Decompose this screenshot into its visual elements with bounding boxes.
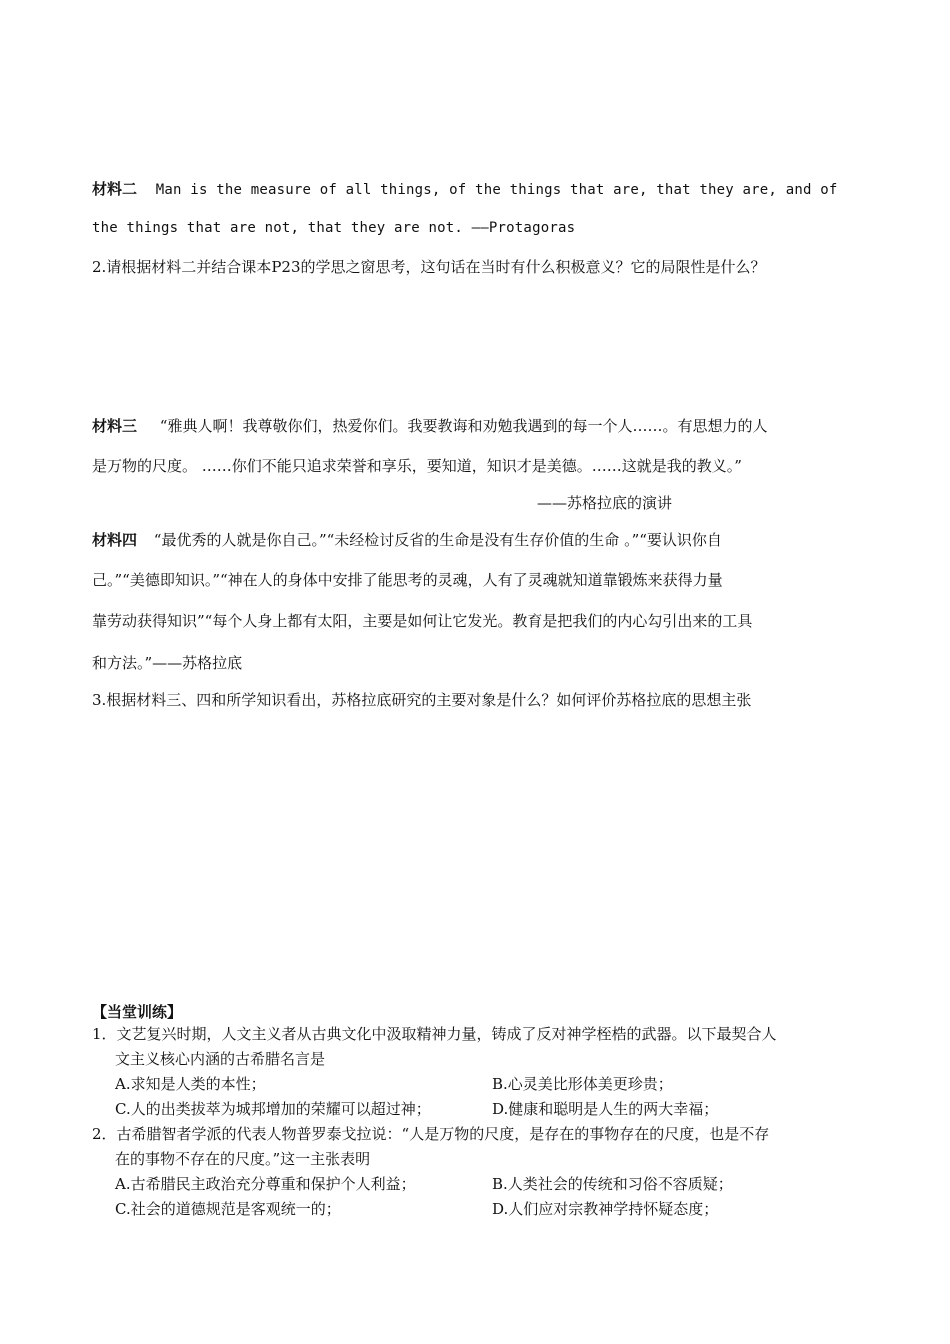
training-heading: 【当堂训练】 bbox=[92, 1003, 183, 1021]
material3-source: ——苏格拉底的演讲 bbox=[537, 494, 673, 512]
material4-line1 bbox=[92, 529, 722, 550]
training-q1-stem-line2: 文主义核心内涵的古希腊名言是 bbox=[115, 1050, 326, 1068]
training-q1-option-a: A.求知是人类的本性； bbox=[115, 1075, 266, 1093]
material4-text-line3: 靠劳动获得知识”“每个人身上都有太阳，主要是如何让它发光。教育是把我们的内心勾引出来的工具 bbox=[92, 612, 753, 630]
material4-text-line4: 和方法。”——苏格拉底 bbox=[92, 654, 243, 672]
training-q1-option-d: D.健康和聪明是人生的两大幸福； bbox=[492, 1100, 719, 1118]
material4-text-line1: “最优秀的人就是你自己。”“未经检讨反省的生命是没有生存价值的生命 。”“要认识你自 bbox=[153, 531, 722, 549]
training-q1-stem-line1: 1．文艺复兴时期，人文主义者从古典文化中汲取精神力量，铸成了反对神学桎梏的武器。以下最契合人 bbox=[92, 1025, 777, 1043]
material2-label: 材料二 bbox=[92, 180, 138, 198]
material3-label: 材料三 bbox=[92, 417, 138, 435]
training-q2-option-a: A.古希腊民主政治充分尊重和保护个人利益； bbox=[115, 1175, 416, 1193]
material3-text-line1: “雅典人啊！我尊敬你们，热爱你们。我要教诲和劝勉我遇到的每一个人……。有思想力的人 bbox=[159, 417, 768, 435]
material4-text-line2: 己。”“美德即知识。”“神在人的身体中安排了能思考的灵魂，人有了灵魂就知道靠锻炼来获得力量 bbox=[92, 571, 723, 589]
material2-text-line1: Man is the measure of all things, of the things that are, that they are, and of bbox=[155, 182, 838, 198]
material3-line1 bbox=[92, 415, 767, 436]
question-3: 3.根据材料三、四和所学知识看出，苏格拉底研究的主要对象是什么？如何评价苏格拉底的思想主张 bbox=[92, 691, 752, 709]
material2-text-line2: the things that are not, that they are not. ——Protagoras bbox=[92, 220, 576, 236]
training-q1-option-c: C.人的出类拔萃为城邦增加的荣耀可以超过神； bbox=[115, 1100, 431, 1118]
training-q1-option-b: B.心灵美比形体美更珍贵； bbox=[492, 1075, 673, 1093]
training-q2-option-c: C.社会的道德规范是客观统一的； bbox=[115, 1200, 341, 1218]
training-q2-stem-line2: 在的事物不存在的尺度。”这一主张表明 bbox=[115, 1150, 371, 1168]
training-q2-option-b: B.人类社会的传统和习俗不容质疑； bbox=[492, 1175, 733, 1193]
training-q2-option-d: D.人们应对宗教神学持怀疑态度； bbox=[492, 1200, 719, 1218]
training-q2-stem-line1: 2．古希腊智者学派的代表人物普罗泰戈拉说：“人是万物的尺度，是存在的事物存在的尺度，也是不存 bbox=[92, 1125, 770, 1143]
material2-line1 bbox=[92, 178, 837, 199]
question-2: 2.请根据材料二并结合课本P23的学思之窗思考，这句话在当时有什么积极意义？它的局限性是什么？ bbox=[92, 258, 766, 276]
material3-text-line2: 是万物的尺度。 ……你们不能只追求荣誉和享乐，要知道，知识才是美德。……这就是我的教义。” bbox=[92, 457, 742, 475]
material4-label: 材料四 bbox=[92, 531, 138, 549]
